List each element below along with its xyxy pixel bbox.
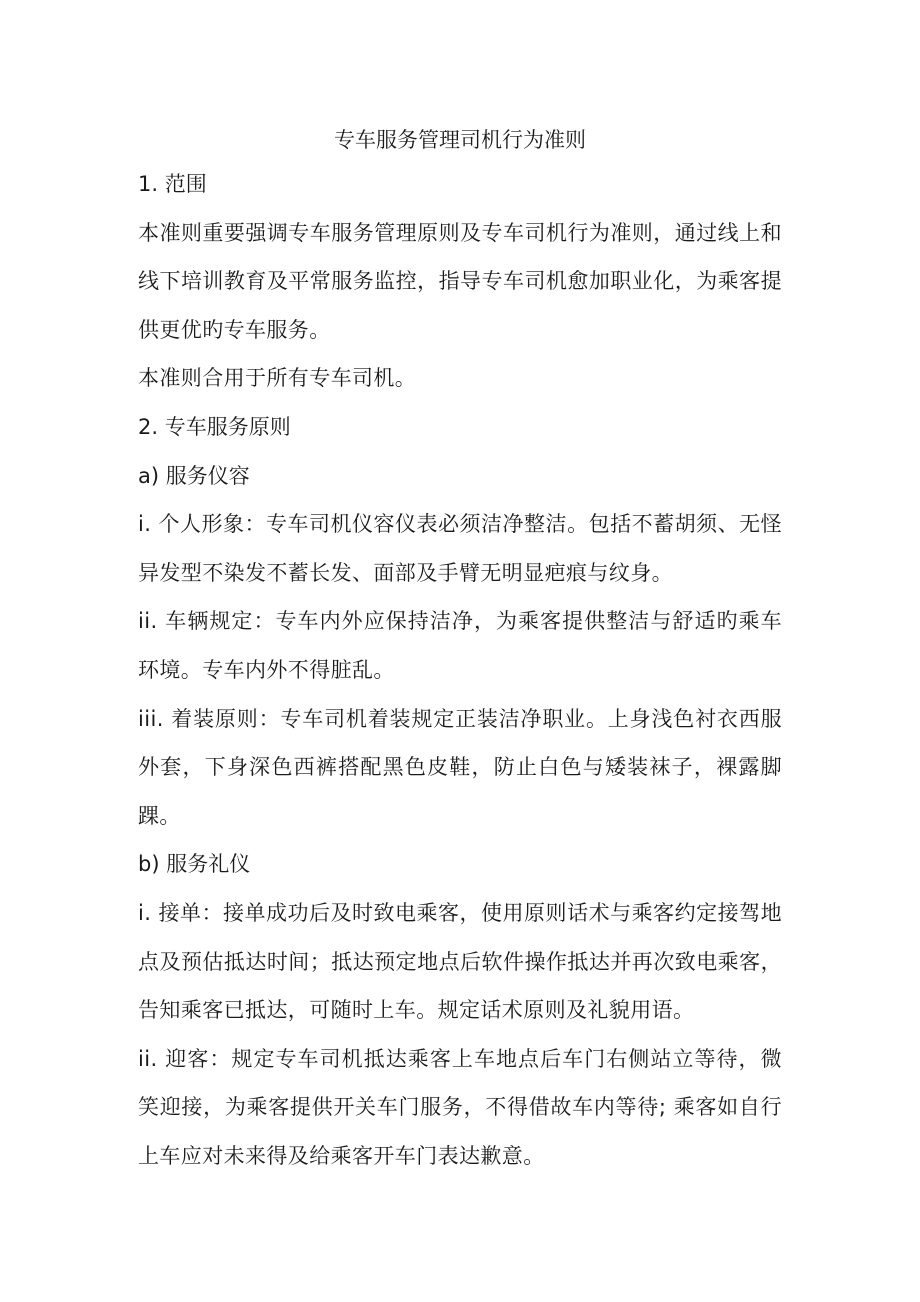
paragraph-dress-code: iii. 着装原则：专车司机着装规定正装洁净职业。上身浅色衬衣西服外套，下身深色西裤搭配黑色皮鞋，防止白色与矮装袜子，裸露脚踝。	[138, 706, 782, 828]
paragraph-personal-image: i. 个人形象：专车司机仪容仪表必须洁净整洁。包括不蓄胡须、无怪异发型不染发不蓄长发、面部及手臂无明显疤痕与纹身。	[138, 512, 782, 585]
paragraph-scope-applicability: 本准则合用于所有专车司机。	[138, 366, 417, 391]
subsection-heading-appearance: a) 服务仪容	[138, 463, 250, 488]
section-heading-service-principles: 2. 专车服务原则	[138, 414, 291, 439]
paragraph-scope-purpose: 本准则重要强调专车服务管理原则及专车司机行为准则，通过线上和线下培训教育及平常服务监控，指导专车司机愈加职业化，为乘客提供更优旳专车服务。	[138, 220, 782, 342]
paragraph-vehicle-rules: ii. 车辆规定：专车内外应保持洁净，为乘客提供整洁与舒适旳乘车环境。专车内外不得脏乱。	[138, 609, 782, 682]
subsection-heading-etiquette: b) 服务礼仪	[138, 852, 251, 877]
paragraph-greet-passenger: ii. 迎客：规定专车司机抵达乘客上车地点后车门右侧站立等待，微笑迎接，为乘客提供开关车门服务，不得借故车内等待; 乘客如自行上车应对未来得及给乘客开车门表达歉意。	[138, 1046, 782, 1168]
section-heading-scope: 1. 范围	[138, 172, 207, 196]
paragraph-accept-order: i. 接单：接单成功后及时致电乘客，使用原则话术与乘客约定接驾地点及预估抵达时间；抵达预定地点后软件操作抵达并再次致电乘客，告知乘客已抵达，可随时上车。规定话术原则及礼貌用语。	[138, 900, 782, 1023]
document-title: 专车服务管理司机行为准则	[334, 128, 586, 152]
